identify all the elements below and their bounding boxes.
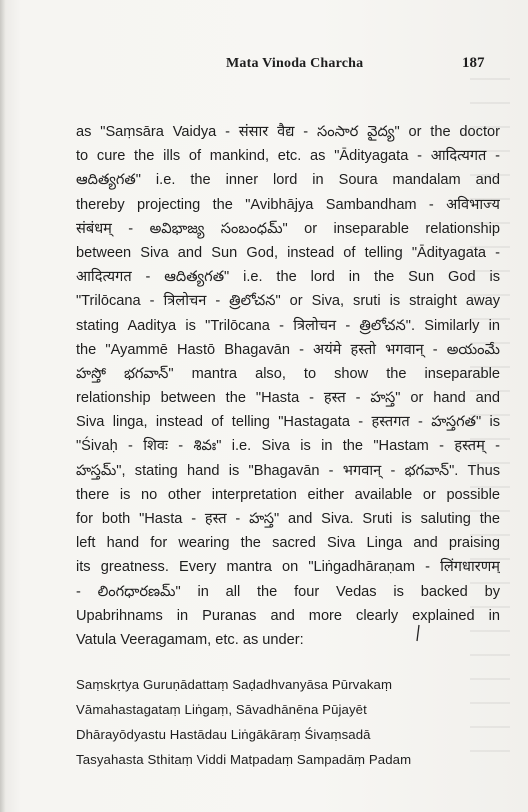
verse-line: Tasyahasta Sthitaṃ Viddi Matpadaṃ Sampadāṃ Padam [76, 752, 412, 767]
text-line: the "Ayammē Hastō Bhagavān - अयंमे हस्तो भगवान् - అయంమే [76, 341, 500, 358]
text-line: for both "Hasta - हस्त - హస్త" and Siva. Sruti is saluting the [76, 511, 500, 527]
text-line: as "Saṃsāra Vaidya - संसार वैद्य - సంసార వైద్య" or the doctor [76, 124, 500, 140]
text-line: to cure the ills of mankind, etc. as "Ādityagata - आदित्यगत - [76, 148, 500, 165]
body-paragraph [76, 120, 500, 652]
text-line: there is no other interpretation either available or possible [76, 486, 500, 503]
text-line: relationship between the "Hasta - हस्त - హస్త" or hand and [76, 390, 500, 407]
text-line: thereby projecting the "Avibhājya Sambandham - अविभाज्य [76, 196, 500, 213]
running-title: Mata Vinoda Charcha [226, 56, 364, 71]
text-line: Siva linga, instead of telling "Hastagata - हस्तगत - హస్తగత" is [76, 414, 500, 431]
text-line: Vatula Veeragamam, etc. as under: [76, 631, 304, 648]
text-line: left hand for wearing the sacred Siva Linga and praising [76, 535, 500, 552]
text-line: "Śivaḥ - शिवः - శివః" i.e. Siva is in the "Hastam - हस्तम् - [76, 438, 500, 455]
text-line: - లింగధారణమ్" in all the four Vedas is backed by [76, 583, 500, 600]
page-binding-edge [0, 0, 6, 812]
text-line: between Siva and Sun God, instead of telling "Ādityagata - [76, 244, 500, 261]
page-header [0, 56, 528, 76]
text-line: Upabrihnams in Puranas and more clearly explained in [76, 607, 500, 624]
text-line: హస్తో భగవాన్" mantra also, to show the inseparable [76, 365, 500, 382]
text-line: आदित्यगत - ఆదిత్యగత" i.e. the lord in the Sun God is [76, 269, 500, 286]
verse-block [76, 672, 516, 772]
text-line: stating Aaditya is "Trilōcana - त्रिलोचन - త్రిలోచన". Similarly in [76, 317, 500, 334]
text-line: ఆదిత్యగత" i.e. the inner lord in Soura mandalam and [76, 172, 500, 189]
verse-line: Vāmahastagataṃ Liṅgaṃ, Sāvadhānēna Pūjayēt [76, 702, 367, 717]
pen-mark [414, 624, 422, 642]
text-line: హస్తమ్", stating hand is "Bhagavān - भगवान् - భగవాన్". Thus [76, 462, 500, 479]
verse-line: Dhārayōdyastu Hastādau Liṅgākāraṃ Śivaṃsadā [76, 727, 371, 742]
text-line: संबंधम् - అవిభాజ్య సంబంధమ్" or inseparable relationship [76, 220, 500, 237]
page-number: 187 [462, 55, 485, 71]
verse-line: Saṃskṛtya Guruṇādattaṃ Saḍadhvanyāsa Pūrvakaṃ [76, 677, 393, 692]
text-line: "Trilōcana - त्रिलोचन - త్రిలోచన" or Siva, sruti is straight away [76, 293, 500, 310]
text-line: its greatness. Every mantra on "Liṅgadhāraṇam - लिंगधारणम् [76, 559, 500, 576]
